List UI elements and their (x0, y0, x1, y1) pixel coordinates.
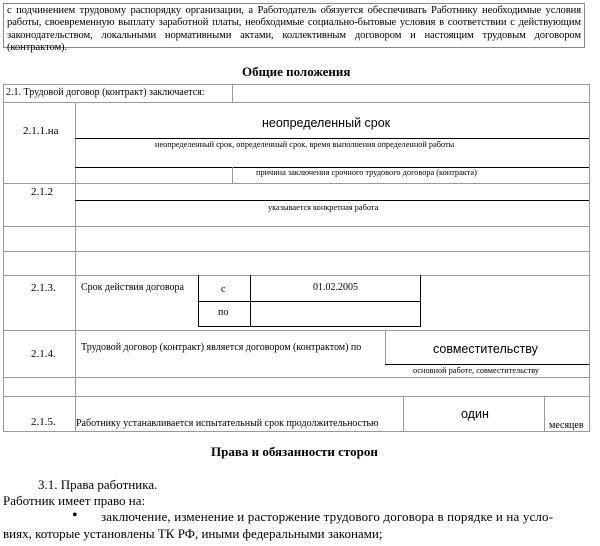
clause-2-1-3-number: 2.1.3. (31, 282, 56, 294)
probation-unit: месяцев (549, 420, 584, 431)
bullet-icon: • (72, 507, 78, 524)
row-divider (385, 330, 386, 364)
row-divider (232, 84, 233, 102)
contract-term-value[interactable]: неопределенный срок (262, 116, 391, 130)
clause-2-1-label: 2.1. Трудовой договор (контракт) заключается: (6, 87, 205, 98)
field-underline (75, 200, 589, 201)
date-table-border (198, 301, 420, 302)
specific-work-hint: указывается конкретная работа (268, 203, 379, 212)
row-divider (3, 275, 590, 276)
clause-2-1-1-number: 2.1.1.на (23, 125, 59, 137)
clause-2-1-2-number: 2.1.2 (31, 186, 53, 198)
row-divider (589, 84, 590, 102)
employment-type-value[interactable]: совместительству (433, 342, 538, 356)
probation-label: Работнику устанавливается испытательный срок продолжительностью (76, 418, 379, 429)
fixed-term-reason-hint: причина заключения срочного трудового договора (контракта) (256, 168, 477, 177)
row-divider (3, 84, 590, 85)
row-divider (3, 183, 590, 184)
row-divider (3, 377, 590, 378)
clause-3-1-heading: 3.1. Права работника. (38, 477, 158, 492)
rights-intro: Работник имеет право на: (3, 493, 146, 508)
date-table-border (420, 275, 421, 327)
intro-paragraph: с подчинением трудовому распорядку организации, а Работодатель обязуется обеспечивать Работнику необходимые условия работы, своевременную выплату заработной платы, необходимые социально-бытовые условия в соответствии с действующим законодательством, локальными нормативными актами, коллективным договором и настоящим трудовым договором (контрактом). (3, 3, 585, 48)
row-divider (544, 396, 545, 431)
contract-term-hint: неопределенный срок, определенный срок, время выполнения определенной работы (155, 140, 455, 149)
row-divider (3, 226, 590, 227)
clause-2-1-5-number: 2.1.5. (31, 416, 56, 428)
clause-2-1-4-number: 2.1.4. (31, 348, 56, 360)
rights-bullet-line-1: заключение, изменение и расторжение трудового договора в порядке и на усло- (101, 509, 554, 524)
date-from-value[interactable]: 01.02.2005 (313, 282, 358, 293)
rights-bullet-line-2: виях, которые установлены ТК РФ, иными федеральными законами; (3, 526, 383, 541)
row-divider (3, 330, 590, 331)
row-divider (232, 167, 233, 183)
row-divider (3, 396, 590, 397)
field-underline (75, 138, 589, 139)
row-divider (3, 102, 4, 432)
row-divider (75, 102, 76, 432)
row-divider (589, 102, 590, 432)
row-divider (3, 251, 590, 252)
employment-type-label: Трудовой договор (контракт) является договором (контрактом) по (81, 342, 362, 353)
section-heading-rights: Права и обязанности сторон (211, 444, 378, 459)
field-underline (385, 364, 589, 365)
row-divider (403, 396, 404, 431)
probation-value[interactable]: один (461, 407, 489, 421)
row-divider (3, 102, 590, 103)
date-table-border (198, 326, 420, 327)
row-divider (3, 431, 590, 432)
row-divider (3, 84, 4, 102)
employment-type-hint: основной работе, совместительству (413, 366, 540, 375)
date-to-label: по (218, 307, 229, 318)
section-heading-general: Общие положения (242, 64, 351, 79)
date-from-label: с (221, 284, 226, 295)
contract-duration-label: Срок действия договора (81, 282, 184, 293)
